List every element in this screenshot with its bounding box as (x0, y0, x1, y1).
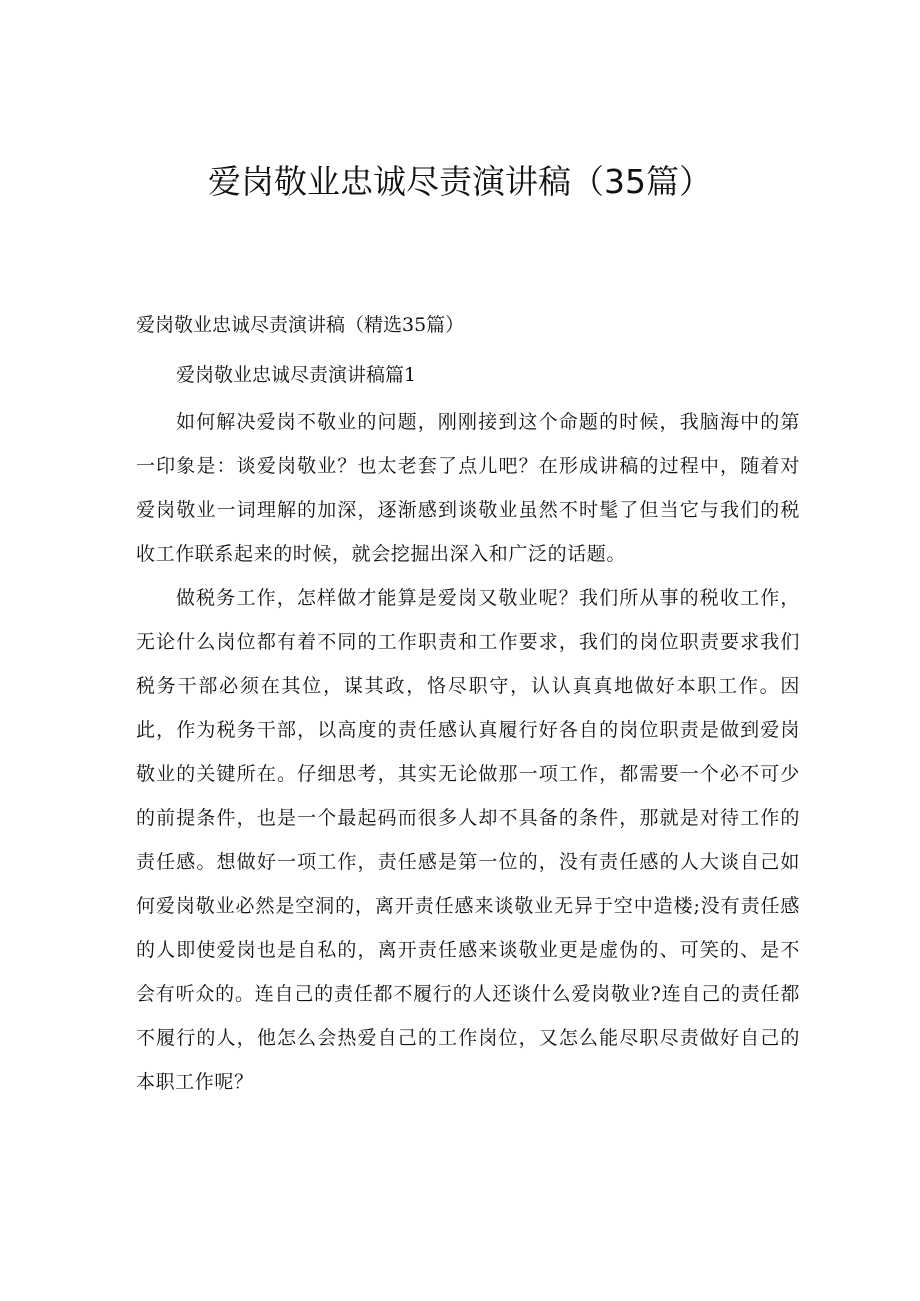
body-text (136, 400, 800, 1104)
paragraph: 如何解决爱岗不敬业的问题，刚刚接到这个命题的时候，我脑海中的第一印象是：谈爱岗敬业？也太老套了点儿吧？在形成讲稿的过程中，随着对爱岗敬业一词理解的加深，逐渐感到谈敬业虽然不时髦了但当它与我们的税收工作联系起来的时候，就会挖掘出深入和广泛的话题。 (136, 411, 800, 565)
paragraph: 做税务工作，怎样做才能算是爱岗又敬业呢？我们所从事的税收工作，无论什么岗位都有着不同的工作职责和工作要求，我们的岗位职责要求我们税务干部必须在其位，谋其政，恪尽职守，认认真真地做好本职工作。因此，作为税务干部，以高度的责任感认真履行好各自的岗位职责是做到爱岗敬业的关键所在。仔细思考，其实无论做那一项工作，都需要一个必不可少的前提条件，也是一个最起码而很多人却不具备的条件，那就是对待工作的责任感。想做好一项工作，责任感是第一位的，没有责任感的人大谈自己如何爱岗敬业必然是空洞的，离开责任感来谈敬业无异于空中造楼;没有责任感的人即使爱岗也是自私的，离开责任感来谈敬业更是虚伪的、可笑的、是不会有听众的。连自己的责任都不履行的人还谈什么爱岗敬业?连自己的责任都不履行的人，他怎么会热爱自己的工作岗位，又怎么能尽职尽责做好自己的本职工作呢？ (136, 587, 800, 1093)
document-title: 爱岗敬业忠诚尽责演讲稿（35篇） (208, 162, 712, 201)
section-heading: 爱岗敬业忠诚尽责演讲稿篇1 (176, 364, 417, 386)
document-subtitle: 爱岗敬业忠诚尽责演讲稿（精选35篇） (136, 314, 465, 336)
